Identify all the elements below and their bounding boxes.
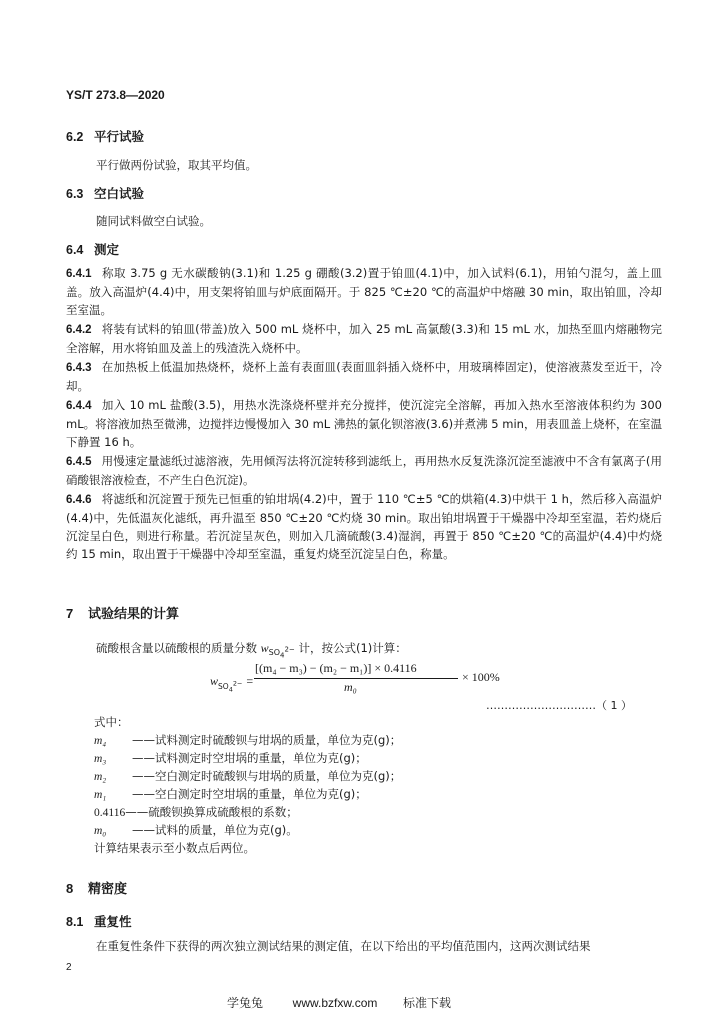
mass-fraction-symbol: w	[260, 641, 269, 655]
formula-numerator: [(m₄ − m₃) − (m₂ − m₁)] × 0.4116	[255, 661, 417, 675]
footer-url[interactable]: www.bzfxw.com	[292, 996, 378, 1010]
section-6-2-text: 平行做两份试验，取其平均值。	[96, 158, 257, 172]
variable-desc: ——空白测定时硫酸钡与坩埚的质量，单位为克(g)；	[132, 769, 402, 783]
section-title: 测定	[94, 242, 120, 257]
calc-intro-a: 硫酸根含量以硫酸根的质量分数	[96, 641, 261, 655]
section-8-1-heading	[66, 912, 132, 930]
step-number: 6.4.4	[66, 400, 92, 412]
section-title: 精密度	[88, 882, 128, 897]
lhs-w: w	[210, 674, 219, 688]
step-text: 用慢速定量滤纸过滤溶液，先用倾泻法将沉淀转移到滤纸上，再用热水反复洗涤沉淀至滤液中不含有氯离子(用硝酸银溶液检查，不产生白色沉淀)。	[66, 454, 662, 487]
variable-desc: ——试料测定时空坩埚的重量，单位为克(g)；	[132, 751, 367, 765]
variable-row	[94, 732, 401, 748]
lhs-sub: SO	[218, 682, 229, 692]
step-text: 称取 3.75 g 无水碳酸钠(3.1)和 1.25 g 硼酸(3.2)置于铂皿(4.1)中，加入试料(6.1)，用铂勺混匀，盖上皿盖。放入高温炉(4.4)中，用支架将铂皿与炉底面隔开。于 825 ℃±20 ℃的高温炉中熔融 30 min，取出铂皿，冷却至室温。	[66, 266, 662, 317]
result-note: 计算结果表示至小数点后两位。	[94, 841, 255, 855]
footer-site-name: 学兔兔	[227, 996, 264, 1010]
section-title: 空白试验	[94, 186, 145, 201]
step-number: 6.4.6	[66, 494, 92, 506]
step-6-4-4	[66, 396, 662, 451]
variable-symbol: m₄	[94, 735, 107, 747]
section-title: 平行试验	[94, 129, 145, 144]
section-title: 重复性	[94, 914, 132, 929]
variable-symbol: m₂	[94, 771, 107, 783]
equation-label: …………………………（ 1 ）	[486, 699, 632, 712]
step-6-4-1	[66, 264, 662, 319]
step-6-4-6	[66, 490, 662, 563]
section-6-3-text: 随同试料做空白试验。	[96, 214, 211, 228]
section-7-heading	[66, 603, 179, 622]
variable-desc: ——试料的质量，单位为克(g)。	[132, 823, 298, 837]
section-6-3-heading	[66, 184, 144, 202]
section-number: 8	[66, 881, 74, 896]
section-6-2-heading	[66, 127, 144, 145]
variable-row	[94, 804, 298, 820]
step-number: 6.4.1	[66, 268, 92, 280]
footer-tagline: 标准下载	[403, 996, 452, 1010]
section-8-1-text: 在重复性条件下获得的两次独立测试结果的测定值，在以下给出的平均值范围内，这两次测试结果	[96, 939, 591, 953]
calc-intro-b: 计，按公式(1)计算：	[294, 641, 407, 655]
step-number: 6.4.5	[66, 456, 92, 468]
step-6-4-2	[66, 320, 662, 357]
footer	[227, 994, 451, 1011]
variable-desc: ——空白测定时空坩埚的重量，单位为克(g)；	[132, 787, 367, 801]
section-6-4-heading	[66, 240, 119, 258]
page-number: 2	[66, 962, 72, 973]
section-8-heading	[66, 878, 127, 897]
section-number: 7	[66, 606, 74, 621]
document-id: YS/T 273.8—2020	[66, 88, 165, 102]
fraction-bar	[254, 678, 458, 679]
formula-denominator: m₀	[344, 680, 357, 694]
variable-row	[94, 768, 401, 784]
formula-lhs: $w_{SO_4^{2-}}$ =	[210, 674, 254, 694]
variable-row	[94, 750, 367, 766]
section-number: 8.1	[66, 915, 84, 929]
section-number: 6.4	[66, 243, 84, 257]
step-6-4-5	[66, 452, 662, 489]
calc-intro	[96, 640, 407, 660]
variable-symbol: m₃	[94, 753, 107, 765]
step-number: 6.4.2	[66, 324, 92, 336]
step-number: 6.4.3	[66, 362, 92, 374]
variable-symbol: m₁	[94, 789, 107, 801]
lhs-charge: 2−	[232, 679, 243, 688]
variable-desc: ——试料测定时硫酸钡与坩埚的质量，单位为克(g)；	[132, 733, 402, 747]
step-6-4-3	[66, 358, 662, 395]
step-text: 将装有试料的铂皿(带盖)放入 500 mL 烧杯中，加入 25 mL 高氯酸(3.3)和 15 mL 水，加热至皿内熔融物完全溶解，用水将铂皿及盖上的残渣洗入烧杯中。	[66, 322, 662, 355]
step-text: 将滤纸和沉淀置于预先已恒重的铂坩埚(4.2)中，置于 110 ℃±5 ℃的烘箱(4.3)中烘干 1 h，然后移入高温炉(4.4)中，先低温灰化滤纸，再升温至 850 ℃±20 ℃灼烧 30 min。取出铂坩埚置于干燥器中冷却至室温，若灼烧后沉淀呈白色，则进行称量。若沉淀呈灰色，则加入几滴硫酸(3.4)湿润，再置于 850 ℃±20 ℃的高温炉(4.4)中灼烧约 15 min，取出置于干燥器中冷却至室温，重复灼烧至沉淀呈白色，称量。	[66, 492, 662, 561]
sulfate-charge: 2−	[284, 645, 295, 654]
section-number: 6.3	[66, 187, 84, 201]
variable-symbol: 0.4116	[94, 807, 126, 819]
variable-row	[94, 822, 298, 838]
step-text: 在加热板上低温加热烧杯，烧杯上盖有表面皿(表面皿斜插入烧杯中，用玻璃棒固定)，使溶液蒸发至近干，冷却。	[66, 360, 662, 393]
where-label: 式中：	[94, 715, 129, 729]
section-number: 6.2	[66, 130, 84, 144]
variable-desc: ——硫酸钡换算成硫酸根的系数；	[125, 805, 298, 819]
variable-symbol: m₀	[94, 825, 107, 837]
formula-times-percent: × 100%	[462, 670, 500, 684]
sulfate-subsub: 4	[280, 651, 285, 660]
step-text: 加入 10 mL 盐酸(3.5)，用热水洗涤烧杯壁并充分搅拌，使沉淀完全溶解，再加入热水至溶液体积约为 300 mL。将溶液加热至微沸，边搅拌边慢慢加入 30 mL 沸热的氯化钡溶液(3.6)并煮沸 5 min，用表皿盖上烧杯，在室温下静置 16 h。	[66, 398, 662, 449]
lhs-subsub: 4	[228, 685, 233, 694]
variable-row	[94, 786, 367, 802]
sulfate-sub: SO	[268, 648, 281, 658]
section-title: 试验结果的计算	[88, 607, 180, 622]
